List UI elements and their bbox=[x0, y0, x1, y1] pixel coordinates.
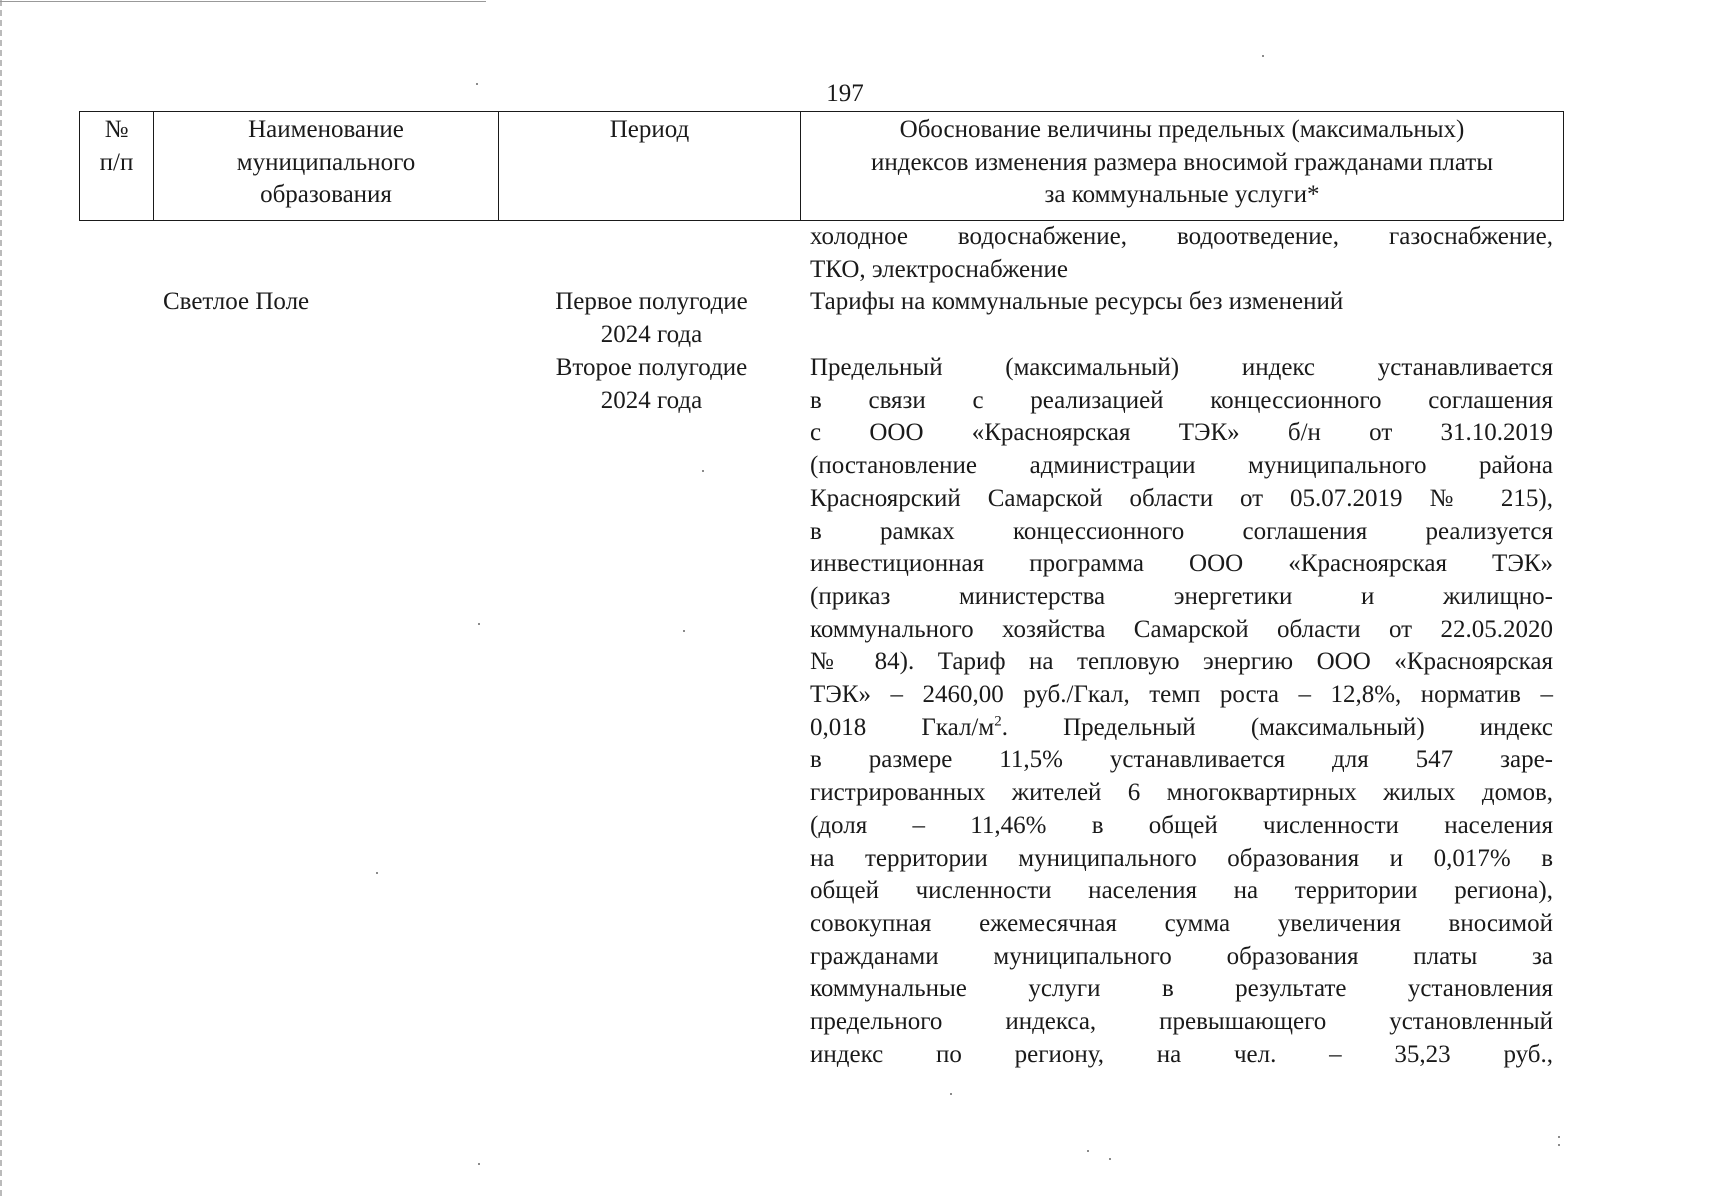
page-number: 197 bbox=[826, 80, 864, 107]
basis-line-start: 0,018 Гкал/м bbox=[810, 713, 995, 741]
scan-top-rule-artifact bbox=[0, 1, 486, 2]
basis-line: (доля – 11,46% в общей численности населения bbox=[810, 811, 1553, 839]
scan-speck bbox=[1109, 1158, 1111, 1160]
header-text-line: муниципального bbox=[236, 148, 416, 176]
basis-line: в связи с реализацией концессионного соглашения bbox=[810, 386, 1553, 414]
basis-line: (приказ министерства энергетики и жилищно- bbox=[810, 582, 1553, 610]
period-first-half bbox=[500, 286, 803, 351]
basis-line: коммунальные услуги в результате установления bbox=[810, 975, 1553, 1003]
period-second-half bbox=[500, 352, 803, 417]
header-text-line: индексов изменения размера вносимой гражданами платы bbox=[870, 148, 1494, 176]
superscript: 2 bbox=[994, 713, 1002, 730]
basis-line: инвестиционная программа ООО «Красноярская ТЭК» bbox=[810, 550, 1553, 578]
period-line: 2024 года bbox=[600, 386, 703, 414]
basis-line: (постановление администрации муниципального района bbox=[810, 452, 1553, 480]
header-text-line: Период bbox=[609, 116, 690, 143]
basis-line: в рамках концессионного соглашения реализуется bbox=[810, 517, 1553, 545]
basis-line: № 84). Тариф на тепловую энергию ООО «Красноярская bbox=[810, 648, 1553, 676]
text-line: холодное водоснабжение, водоотведение, газоснабжение, bbox=[810, 223, 1553, 250]
period-line: Второе полугодие bbox=[555, 354, 748, 381]
header-text-line: п/п bbox=[99, 148, 134, 176]
basis-line: с ООО «Красноярская ТЭК» б/н от 31.10.2019 bbox=[810, 419, 1553, 447]
scan-speck bbox=[1558, 1136, 1560, 1138]
basis-line: на территории муниципального образования и 0,017% в bbox=[810, 844, 1553, 872]
text-line: ТКО, электроснабжение bbox=[810, 255, 1068, 283]
basis-line: гражданами муниципального образования платы за bbox=[810, 942, 1553, 970]
scan-speck bbox=[683, 630, 685, 632]
basis-line: индекс по региону, на чел. – 35,23 руб., bbox=[810, 1040, 1553, 1068]
header-text-line: № bbox=[104, 116, 129, 143]
scan-speck bbox=[478, 1163, 480, 1165]
scan-speck bbox=[476, 83, 478, 85]
header-text-line: Обоснование величины предельных (максимальных) bbox=[899, 116, 1465, 143]
basis-line-end: . Предельный (максимальный) индекс bbox=[1001, 713, 1553, 741]
scan-speck bbox=[702, 470, 704, 472]
header-basis-column bbox=[801, 112, 1564, 221]
header-text-line: Наименование bbox=[248, 116, 404, 143]
basis-line: совокупная ежемесячная сумма увеличения вносимой bbox=[810, 909, 1553, 937]
header-number-column bbox=[80, 112, 154, 221]
table-header bbox=[79, 111, 1564, 221]
period-line: Первое полугодие bbox=[555, 288, 748, 315]
header-period-column bbox=[499, 112, 801, 221]
basis-second-half bbox=[810, 352, 1553, 1071]
basis-line: Предельный (максимальный) индекс устанавливается bbox=[810, 354, 1553, 381]
municipality-name: Светлое Поле bbox=[163, 288, 310, 315]
continuation-text bbox=[810, 221, 1553, 286]
scan-speck bbox=[478, 623, 480, 625]
basis-line: коммунального хозяйства Самарской области от 22.05.2020 bbox=[810, 615, 1553, 643]
basis-line: ТЭК» – 2460,00 руб./Гкал, темп роста – 12,8%, норматив – bbox=[810, 681, 1553, 709]
header-text-line: образования bbox=[260, 181, 392, 208]
scan-edge-artifact bbox=[0, 0, 2, 1200]
scan-speck bbox=[376, 872, 378, 874]
basis-line: в размере 11,5% устанавливается для 547 заре- bbox=[810, 746, 1553, 774]
scan-speck bbox=[1558, 1144, 1560, 1146]
scan-speck bbox=[950, 1093, 952, 1095]
header-text-line: за коммунальные услуги* bbox=[1044, 181, 1320, 208]
scan-speck bbox=[1087, 1150, 1089, 1152]
basis-line: Красноярский Самарской области от 05.07.2019 № 215), bbox=[810, 484, 1553, 512]
basis-line: общей численности населения на территории региона), bbox=[810, 877, 1553, 905]
period-line: 2024 года bbox=[600, 320, 703, 348]
basis-line: гистрированных жителей 6 многоквартирных жилых домов, bbox=[810, 779, 1553, 807]
header-municipality-column bbox=[154, 112, 499, 221]
basis-first-half: Тарифы на коммунальные ресурсы без изменений bbox=[810, 288, 1344, 315]
basis-line-with-superscript bbox=[810, 712, 1553, 745]
scan-speck bbox=[1262, 55, 1264, 57]
basis-line: предельного индекса, превышающего установленный bbox=[810, 1008, 1553, 1036]
